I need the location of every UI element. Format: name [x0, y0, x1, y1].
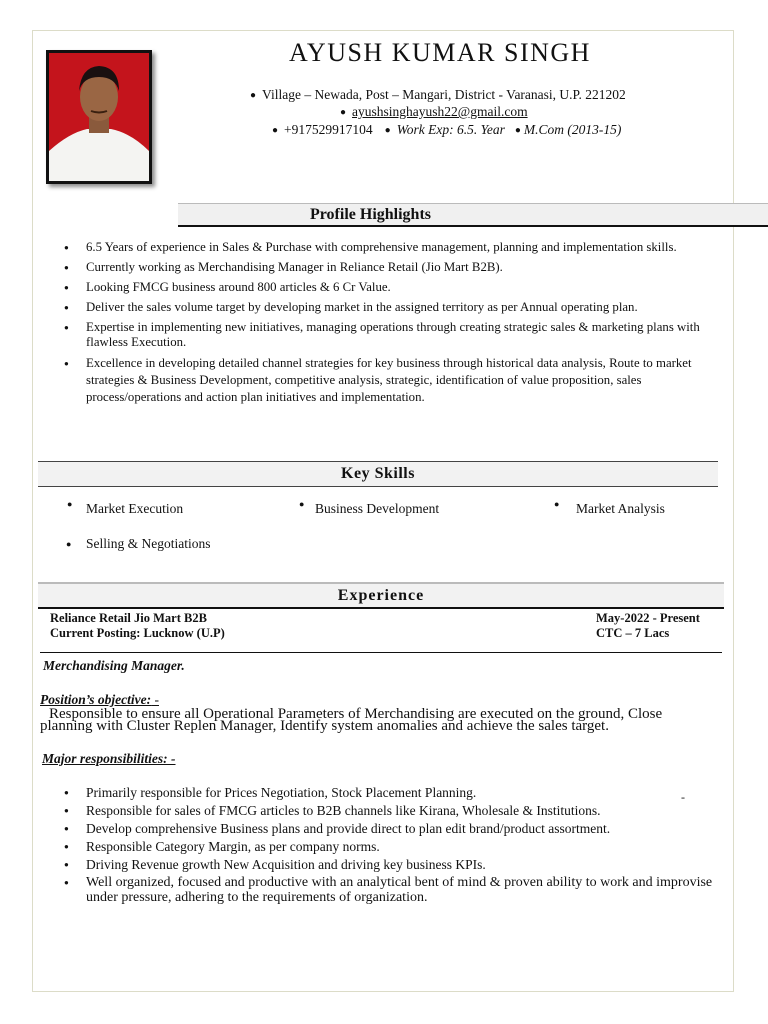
- divider: [40, 652, 722, 653]
- candidate-name: AYUSH KUMAR SINGH: [289, 38, 591, 67]
- key-skills-heading: Key Skills: [38, 461, 718, 487]
- list-item: ● Currently working as Merchandising Manager in Reliance Retail (Jio Mart B2B).: [62, 260, 724, 275]
- bullet-dot: ●: [384, 125, 391, 137]
- list-item: ● Deliver the sales volume target by developing market in the assigned territory as per Annual operating plan.: [62, 300, 724, 315]
- list-item: ● Looking FMCG business around 800 articles & 6 Cr Value.: [62, 280, 724, 295]
- work-experience: Work Exp: 6.5. Year: [396, 122, 505, 137]
- company-name: Reliance Retail Jio Mart B2B: [50, 611, 207, 625]
- objective-heading-suffix: -: [151, 692, 159, 707]
- email-line: [334, 104, 528, 120]
- job-employer: [50, 611, 225, 641]
- skill-item: Business Development: [315, 501, 440, 516]
- list-item: ● 6.5 Years of experience in Sales & Purchase with comprehensive management, planning and implementation skills.: [62, 240, 724, 255]
- address-text: Village – Newada, Post – Mangari, District - Varanasi, U.P. 221202: [262, 87, 626, 102]
- list-item: ● Primarily responsible for Prices Negotiation, Stock Placement Planning.: [62, 785, 724, 800]
- education: M.Com (2013-15): [523, 122, 622, 137]
- phone-number: +917529917104: [284, 122, 373, 137]
- list-item: ● Responsible Category Margin, as per company norms.: [62, 839, 724, 854]
- profile-highlights-heading: Profile Highlights: [178, 203, 768, 227]
- bullet-dot: ●: [299, 499, 305, 509]
- employment-period: May-2022 - Present: [596, 611, 700, 625]
- bullet-dot: ●: [272, 125, 279, 137]
- objective-text: [40, 708, 740, 732]
- skill-item: Selling & Negotiations: [86, 536, 211, 551]
- ctc: CTC – 7 Lacs: [596, 626, 670, 640]
- email-link[interactable]: ayushsinghayush22@gmail.com: [352, 104, 528, 119]
- list-item: ● Develop comprehensive Business plans and provide direct to plan edit brand/product assortment.: [62, 821, 724, 836]
- objective-line: Responsible to ensure all Operational Parameters of Merchandising are executed on the ground, Close: [49, 706, 663, 722]
- experience-heading: Experience: [38, 582, 724, 609]
- bullet-dot: ●: [66, 539, 72, 549]
- list-item: ● Responsible for sales of FMCG articles to B2B channels like Kirana, Wholesale & Institutions.: [62, 803, 724, 818]
- list-item: ● Expertise in implementing new initiatives, managing operations through creating strategic sales & marketing plans with flawless Execution.: [62, 320, 724, 350]
- bullet-dot: ●: [340, 107, 347, 119]
- profile-photo: [46, 50, 152, 184]
- responsibilities-list: [62, 785, 724, 908]
- job-title: Merchandising Manager.: [43, 658, 185, 673]
- job-period: [596, 611, 700, 641]
- skill-item: Market Execution: [86, 501, 184, 516]
- bullet-dot: ●: [250, 90, 257, 102]
- bullet-dot: ●: [514, 125, 521, 137]
- contact-line: [266, 122, 621, 138]
- skill-item: Market Analysis: [576, 501, 665, 516]
- objective-line: planning with Cluster Replen Manager, Identify system anomalies and achieve the sales target.: [40, 718, 609, 734]
- list-item: ● Well organized, focused and productive with an analytical bent of mind & proven ability to work and improvise under pressure, adhering to the requirements of organization.: [62, 875, 724, 905]
- profile-highlights-list: [62, 240, 724, 411]
- bullet-dot: ●: [67, 499, 73, 509]
- address-line: [244, 87, 626, 103]
- stray-mark: -: [681, 790, 685, 804]
- current-posting: Current Posting: Lucknow (U.P): [50, 626, 225, 640]
- list-item: ● Excellence in developing detailed channel strategies for key business through historical data analysis, Route to market strategies & Business Development, competitive analysis, strategic, identification of value proposition, sales process/operations and action plan initiatives and implementation.: [62, 355, 724, 406]
- list-item: ● Driving Revenue growth New Acquisition and driving key business KPIs.: [62, 857, 724, 872]
- objective-heading-text: Position’s objective:: [40, 692, 152, 707]
- responsibilities-heading: Major responsibilities: -: [42, 751, 176, 766]
- bullet-dot: ●: [554, 499, 560, 509]
